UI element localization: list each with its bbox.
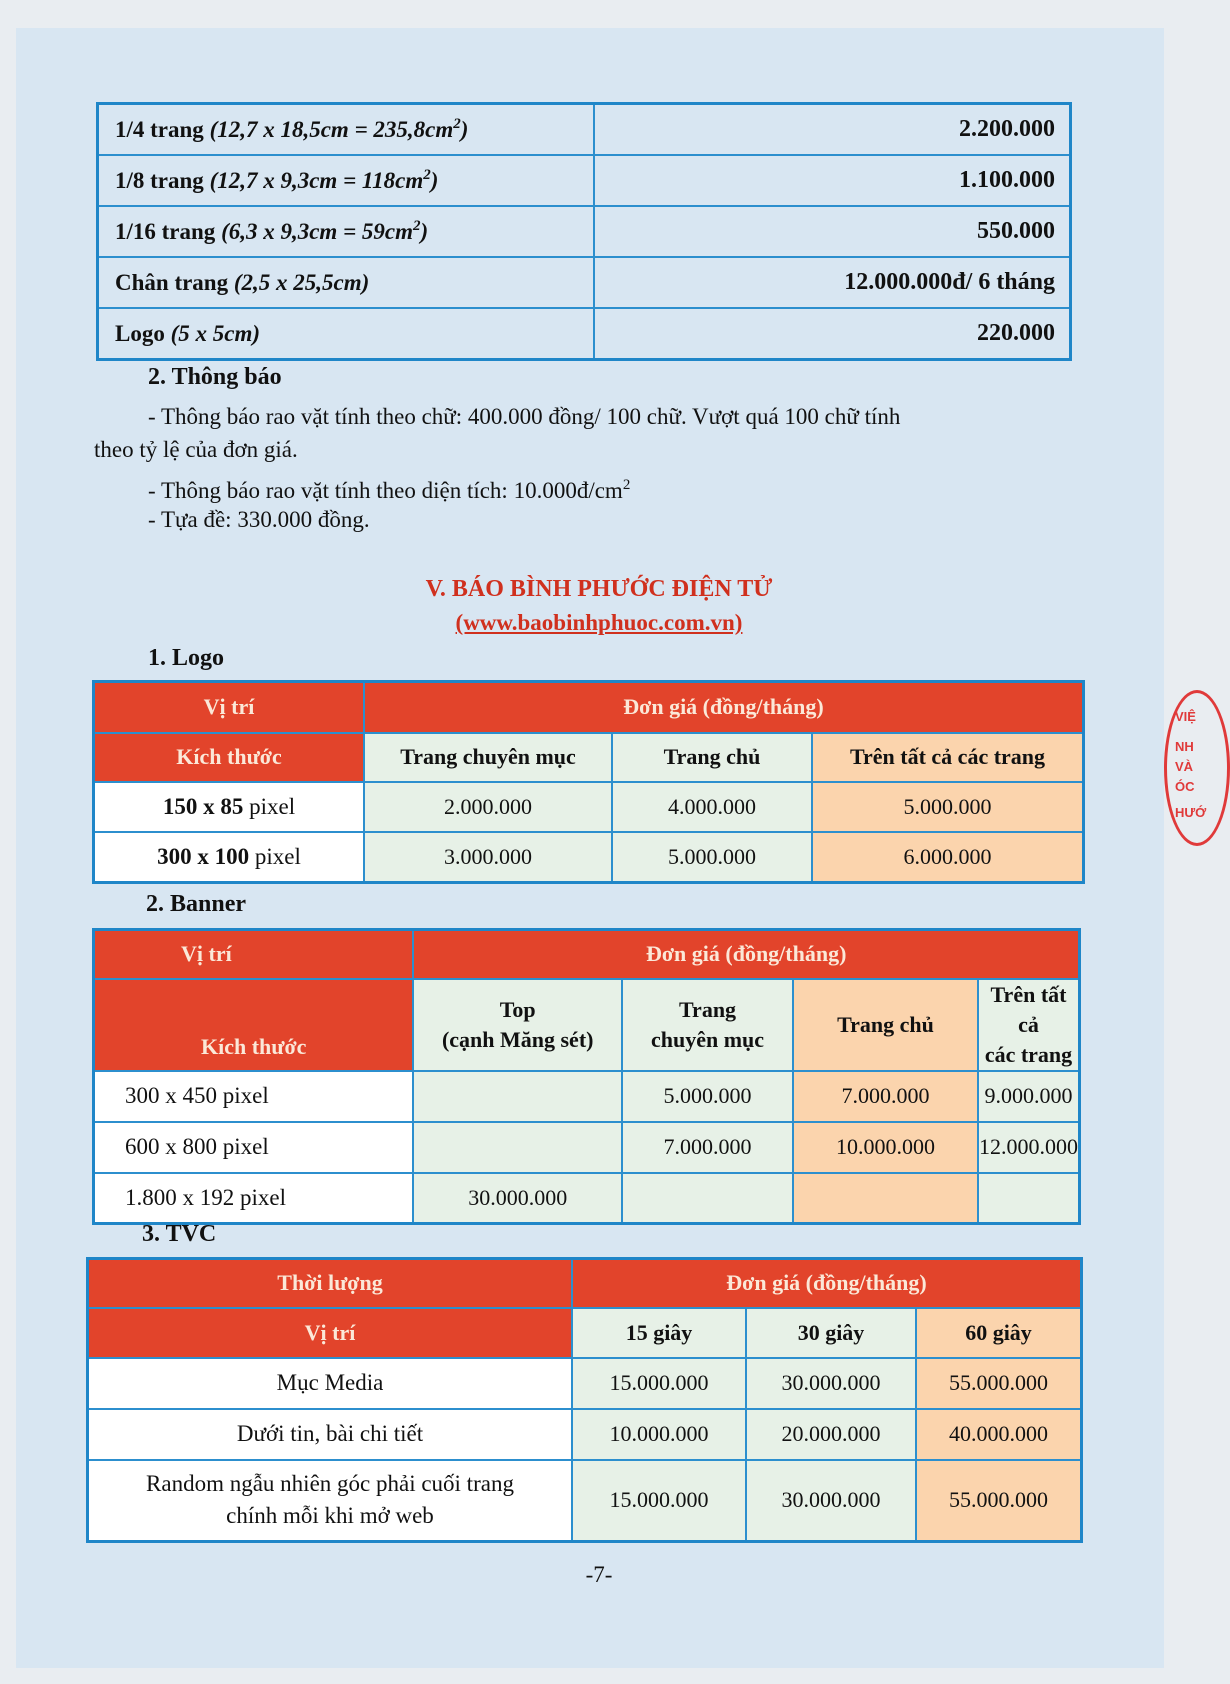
table-row — [94, 682, 1084, 733]
price-cell: 12.000.000đ/ 6 tháng — [594, 257, 1071, 308]
table-row — [94, 1122, 1080, 1173]
size-label: Logo — [115, 320, 165, 346]
price-cell: 220.000 — [594, 308, 1071, 360]
header-vi-tri: Vị trí — [88, 1308, 573, 1358]
col-header-chuyen-muc: Trang chuyên mục — [622, 979, 793, 1071]
size-spec: (5 x 5cm) — [170, 320, 261, 346]
table-row — [88, 1460, 1082, 1542]
subsection-heading-tvc: 3. TVC — [142, 1221, 217, 1247]
print-ad-price-table — [96, 102, 1072, 361]
price-cell: 5.000.000 — [622, 1071, 793, 1122]
col-header: Trang chủ — [612, 733, 812, 782]
official-stamp-seal: VIỆ NH VÀ ÓC HƯỚ — [1164, 690, 1230, 846]
price-cell: 1.100.000 — [594, 155, 1071, 206]
header-kich-thuoc: Kích thước — [94, 979, 414, 1071]
price-cell: 4.000.000 — [612, 782, 812, 832]
table-row — [88, 1409, 1082, 1460]
price-cell: 9.000.000 — [978, 1071, 1080, 1122]
subsection-heading-logo: 1. Logo — [148, 645, 225, 671]
size-cell: 300 x 450 pixel — [94, 1071, 414, 1122]
header-don-gia: Đơn giá (đồng/tháng) — [572, 1259, 1082, 1308]
col-header-tat-ca: Trên tất cả các trang — [978, 979, 1080, 1071]
price-cell: 20.000.000 — [746, 1409, 916, 1460]
table-row — [88, 1259, 1082, 1308]
price-cell: 55.000.000 — [916, 1460, 1082, 1542]
size-cell: 1.800 x 192 pixel — [94, 1173, 414, 1224]
price-cell: 15.000.000 — [572, 1460, 746, 1542]
price-cell: 3.000.000 — [364, 832, 612, 883]
price-cell: 5.000.000 — [612, 832, 812, 883]
size-spec: (2,5 x 25,5cm) — [233, 269, 370, 295]
page-number: -7- — [585, 1562, 613, 1587]
tvc-price-table — [86, 1257, 1083, 1543]
size-spec: (12,7 x 9,3cm = 118cm — [209, 168, 424, 193]
col-header: 15 giây — [572, 1308, 746, 1358]
price-cell — [793, 1173, 978, 1224]
price-cell: 30.000.000 — [746, 1358, 916, 1409]
price-cell: 7.000.000 — [793, 1071, 978, 1122]
price-cell: 6.000.000 — [812, 832, 1084, 883]
col-header: 30 giây — [746, 1308, 916, 1358]
position-cell: Mục Media — [88, 1358, 573, 1409]
text-line: - Thông báo rao vặt tính theo diện tích: $10.000đ/cm^2$ — [148, 477, 631, 503]
subsection-heading-banner: 2. Banner — [146, 891, 247, 917]
size-spec: (12,7 x 18,5cm = 235,8cm — [209, 117, 454, 142]
price-cell: 2.200.000 — [594, 104, 1071, 156]
price-cell: 550.000 — [594, 206, 1071, 257]
col-header: 60 giây — [916, 1308, 1082, 1358]
header-kich-thuoc: Kích thước — [94, 733, 365, 782]
col-header: Trên tất cả các trang — [812, 733, 1084, 782]
size-label: 1/8 trang — [115, 168, 204, 193]
price-cell: 15.000.000 — [572, 1358, 746, 1409]
banner-price-table — [92, 928, 1081, 1225]
size-label: Chân trang — [115, 269, 229, 295]
price-cell — [413, 1071, 622, 1122]
size-cell: 600 x 800 pixel — [94, 1122, 414, 1173]
size-spec: (6,3 x 9,3cm = 59cm — [221, 219, 414, 244]
price-cell: 30.000.000 — [746, 1460, 916, 1542]
table-row — [94, 1071, 1080, 1122]
table-row — [88, 1358, 1082, 1409]
table-row: 300 x 100 pixel 3.000.000 5.000.000 6.000.000 — [94, 832, 1084, 883]
price-cell: 40.000.000 — [916, 1409, 1082, 1460]
header-don-gia: Đơn giá (đồng/tháng) — [364, 682, 1084, 733]
section-title: V. BÁO BÌNH PHƯỚC ĐIỆN TỬ — [425, 576, 773, 602]
section-heading-thong-bao: 2. Thông báo — [148, 364, 282, 390]
text-line: theo tỷ lệ của đơn giá. — [94, 437, 298, 462]
price-cell: 30.000.000 — [413, 1173, 622, 1224]
price-cell: 7.000.000 — [622, 1122, 793, 1173]
price-cell: 55.000.000 — [916, 1358, 1082, 1409]
price-cell: 5.000.000 — [812, 782, 1084, 832]
col-header-trang-chu: Trang chủ — [793, 979, 978, 1071]
price-cell — [978, 1173, 1080, 1224]
col-header: Trang chuyên mục — [364, 733, 612, 782]
header-don-gia: Đơn giá (đồng/tháng) — [413, 930, 1079, 979]
size-label: 1/16 trang — [115, 219, 216, 244]
text-line: - Thông báo rao vặt tính theo chữ: 400.000 đồng/ 100 chữ. Vượt quá 100 chữ tính — [148, 404, 901, 429]
table-row — [94, 979, 1080, 1071]
table-row — [98, 257, 1071, 308]
price-cell — [413, 1122, 622, 1173]
header-thoi-luong: Thời lượng — [88, 1259, 573, 1308]
table-row: 1/4 trang (12,7 x $18,5cm = 235,8cm^2$) 2.200.000 — [98, 104, 1071, 156]
position-cell: Dưới tin, bài chi tiết — [88, 1409, 573, 1460]
col-header-top: Top (cạnh Măng sét) — [413, 979, 622, 1071]
size-label: 1/4 trang — [115, 117, 204, 142]
price-cell: 12.000.000 — [978, 1122, 1080, 1173]
header-vi-tri: Vị trí — [94, 930, 414, 979]
position-cell: Random ngẫu nhiên góc phải cuối trang chính mỗi khi mở web — [88, 1460, 573, 1542]
table-row — [94, 733, 1084, 782]
table-row — [98, 308, 1071, 360]
logo-price-table — [92, 680, 1085, 884]
table-row — [88, 1308, 1082, 1358]
price-cell: 10.000.000 — [572, 1409, 746, 1460]
table-row — [94, 930, 1080, 979]
table-row: 150 x 85 pixel 2.000.000 4.000.000 5.000.000 — [94, 782, 1084, 832]
header-vi-tri: Vị trí — [94, 682, 365, 733]
table-row: 1/16 trang (6,3 x $9,3cm = 59cm^2$) 550.000 — [98, 206, 1071, 257]
website-link[interactable]: (www.baobinhphuoc.com.vn) — [455, 610, 743, 635]
price-cell: 2.000.000 — [364, 782, 612, 832]
price-cell — [622, 1173, 793, 1224]
price-cell: 10.000.000 — [793, 1122, 978, 1173]
table-row — [94, 1173, 1080, 1224]
text-line: - Tựa đề: 330.000 đồng. — [148, 507, 370, 532]
table-row: 1/8 trang (12,7 x $9,3cm = 118cm^2$) 1.100.000 — [98, 155, 1071, 206]
